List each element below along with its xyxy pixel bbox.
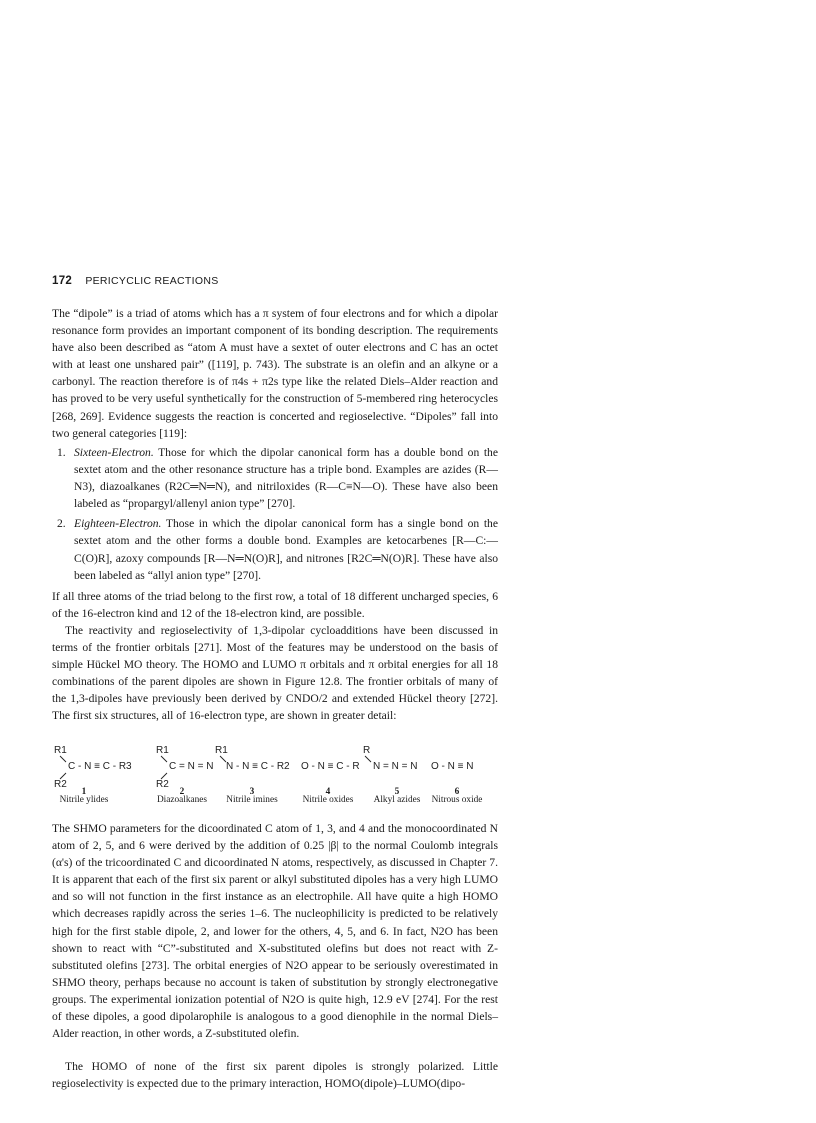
list-term: Sixteen-Electron. (74, 446, 154, 459)
structure-label: Nitrile imines (226, 795, 278, 805)
formula-text: O - N ≡ C - R (301, 761, 360, 772)
structure-label: Nitrous oxide (431, 795, 483, 805)
list-text: Those for which the dipolar canonical form has a double bond on the sextet atom and the other resonance structure has a triple bond. Examples are azides (R—N3), diazoalkanes (R2C═N═N), and nitriloxides (R—C≡N—O). These have also been labeled as “propargyl/allenyl anion type” [270]. (74, 446, 498, 511)
structure-label: Alkyl azides (373, 795, 421, 805)
list-term: Eighteen-Electron. (74, 517, 162, 531)
list-number: 2. (57, 517, 66, 531)
formula-text: N = N = N (373, 761, 418, 772)
substituent-label: R2 (156, 779, 169, 790)
structure-label: Nitrile oxides (302, 795, 354, 805)
bond-line (161, 756, 167, 762)
formula-text: O - N ≡ N (431, 761, 474, 772)
formula-text: C = N = N (169, 761, 214, 772)
list-item (52, 444, 498, 512)
list-number: 1. (57, 446, 66, 459)
substituent-label: R2 (54, 779, 67, 790)
structure-number: 4 (325, 787, 331, 797)
paragraph-homo-polarization: The HOMO of none of the first six parent dipoles is strongly polarized. Little regioselectivity is expected due to the primary interaction, HOMO(dipole)–LUMO(dipo- (52, 1060, 498, 1091)
paragraph-dipole-definition: The “dipole” is a triad of atoms which has a π system of four electrons and for which a dipolar resonance form provides an important component of its bonding description. The requirements have also been described as “atom A must have a sextet of outer electrons and C has an octet with at least one unshared pair” ([119], p. 743). The substrate is an olefin and an alkyne or a carbonyl. The reaction therefore is of π4s + π2s type like the related Diels–Alder reaction and has proved to be very useful synthetically for the construction of 5-membered ring heterocycles [268, 269]. Evidence suggests the reaction is concerted and regioselective. “Dipoles” fall into two general categories [119]: (52, 307, 498, 440)
structure-label: Nitrile ylides (59, 795, 109, 805)
substituent-label: R1 (215, 745, 228, 756)
dipole-categories-list (52, 444, 498, 587)
running-title: PERICYCLIC REACTIONS (85, 275, 219, 287)
structure-number: 2 (179, 787, 185, 797)
structure-label: Diazoalkanes (156, 795, 208, 805)
dipole-structures-figure (52, 743, 512, 805)
paragraph-shmo-parameters: The SHMO parameters for the dicoordinated C atom of 1, 3, and 4 and the monocoordinated N atom of 2, 5, and 6 were derived by the addition of 0.25 |β| to the normal Coulomb integrals (α's) of the tricoordinated C and dicoordinated N atoms, respectively, as discussed in Chapter 7. It is apparent that each of the first six parent or alkyl substituted dipoles has a very high LUMO and so will not function in the first instance as an electrophile. All have quite a high HOMO which decreases rapidly across the series 1–6. The nucleophilicity is predicted to be relatively high for the first stable dipole, 2, and lower for the others, 4, 5, and 6. In fact, N2O has been shown to react with “C”-substituted and X-substituted olefins but does not react with Z-substituted olefins [273]. The orbital energies of N2O appear to be seriously overestimated in SHMO theory, perhaps because no account is taken of substitution by strongly electronegative groups. The experimental ionization potential of N2O is quite high, 12.9 eV [274]. For the rest of these dipoles, a good dipolarophile is analogous to a good dienophile in the normal Diels–Alder reaction, in other words, a Z-substituted olefin. (52, 822, 498, 1041)
dipole-structures-svg (52, 743, 512, 790)
bond-line (365, 756, 371, 762)
list-item (52, 515, 498, 583)
substituent-label: R1 (54, 745, 67, 756)
structure-number: 1 (81, 787, 87, 797)
substituent-label: R (363, 745, 371, 756)
bond-line (60, 756, 66, 762)
paragraph-frontier-orbitals: The reactivity and regioselectivity of 1,3-dipolar cycloadditions have been discussed in terms of the frontier orbitals [271]. Most of the features may be understood on the basis of simple Hückel MO theory. The HOMO and LUMO π orbitals and π orbital energies for all 18 combinations of the parent dipoles are shown in Figure 12.8. The frontier orbitals of many of the 1,3-dipoles have previously been derived by CNDO/2 and extended Hückel theory [272]. The first six structures, all of 16-electron type, are shown in greater detail: (52, 624, 498, 723)
structure-number: 6 (454, 787, 460, 797)
structure-number: 5 (394, 787, 400, 797)
structure-number: 3 (249, 787, 255, 797)
formula-text: C - N ≡ C - R3 (68, 761, 132, 772)
formula-text: N - N ≡ C - R2 (226, 761, 290, 772)
paragraph-uncharged-species: If all three atoms of the triad belong to the first row, a total of 18 different uncharged species, 6 of the 16-electron kind and 12 of the 18-electron kind, are possible. (52, 590, 498, 621)
list-text: Those in which the dipolar canonical form has a single bond on the sextet atom and the other forms a double bond. Examples are ketocarbenes [R—C:—C(O)R], azoxy compounds [R—N═N(O)R], and nitrones [R2C═N(O)R]. These have also been labeled as “allyl anion type” [270]. (74, 517, 498, 582)
running-header (52, 275, 219, 287)
page-number: 172 (52, 275, 73, 287)
substituent-label: R1 (156, 745, 169, 756)
